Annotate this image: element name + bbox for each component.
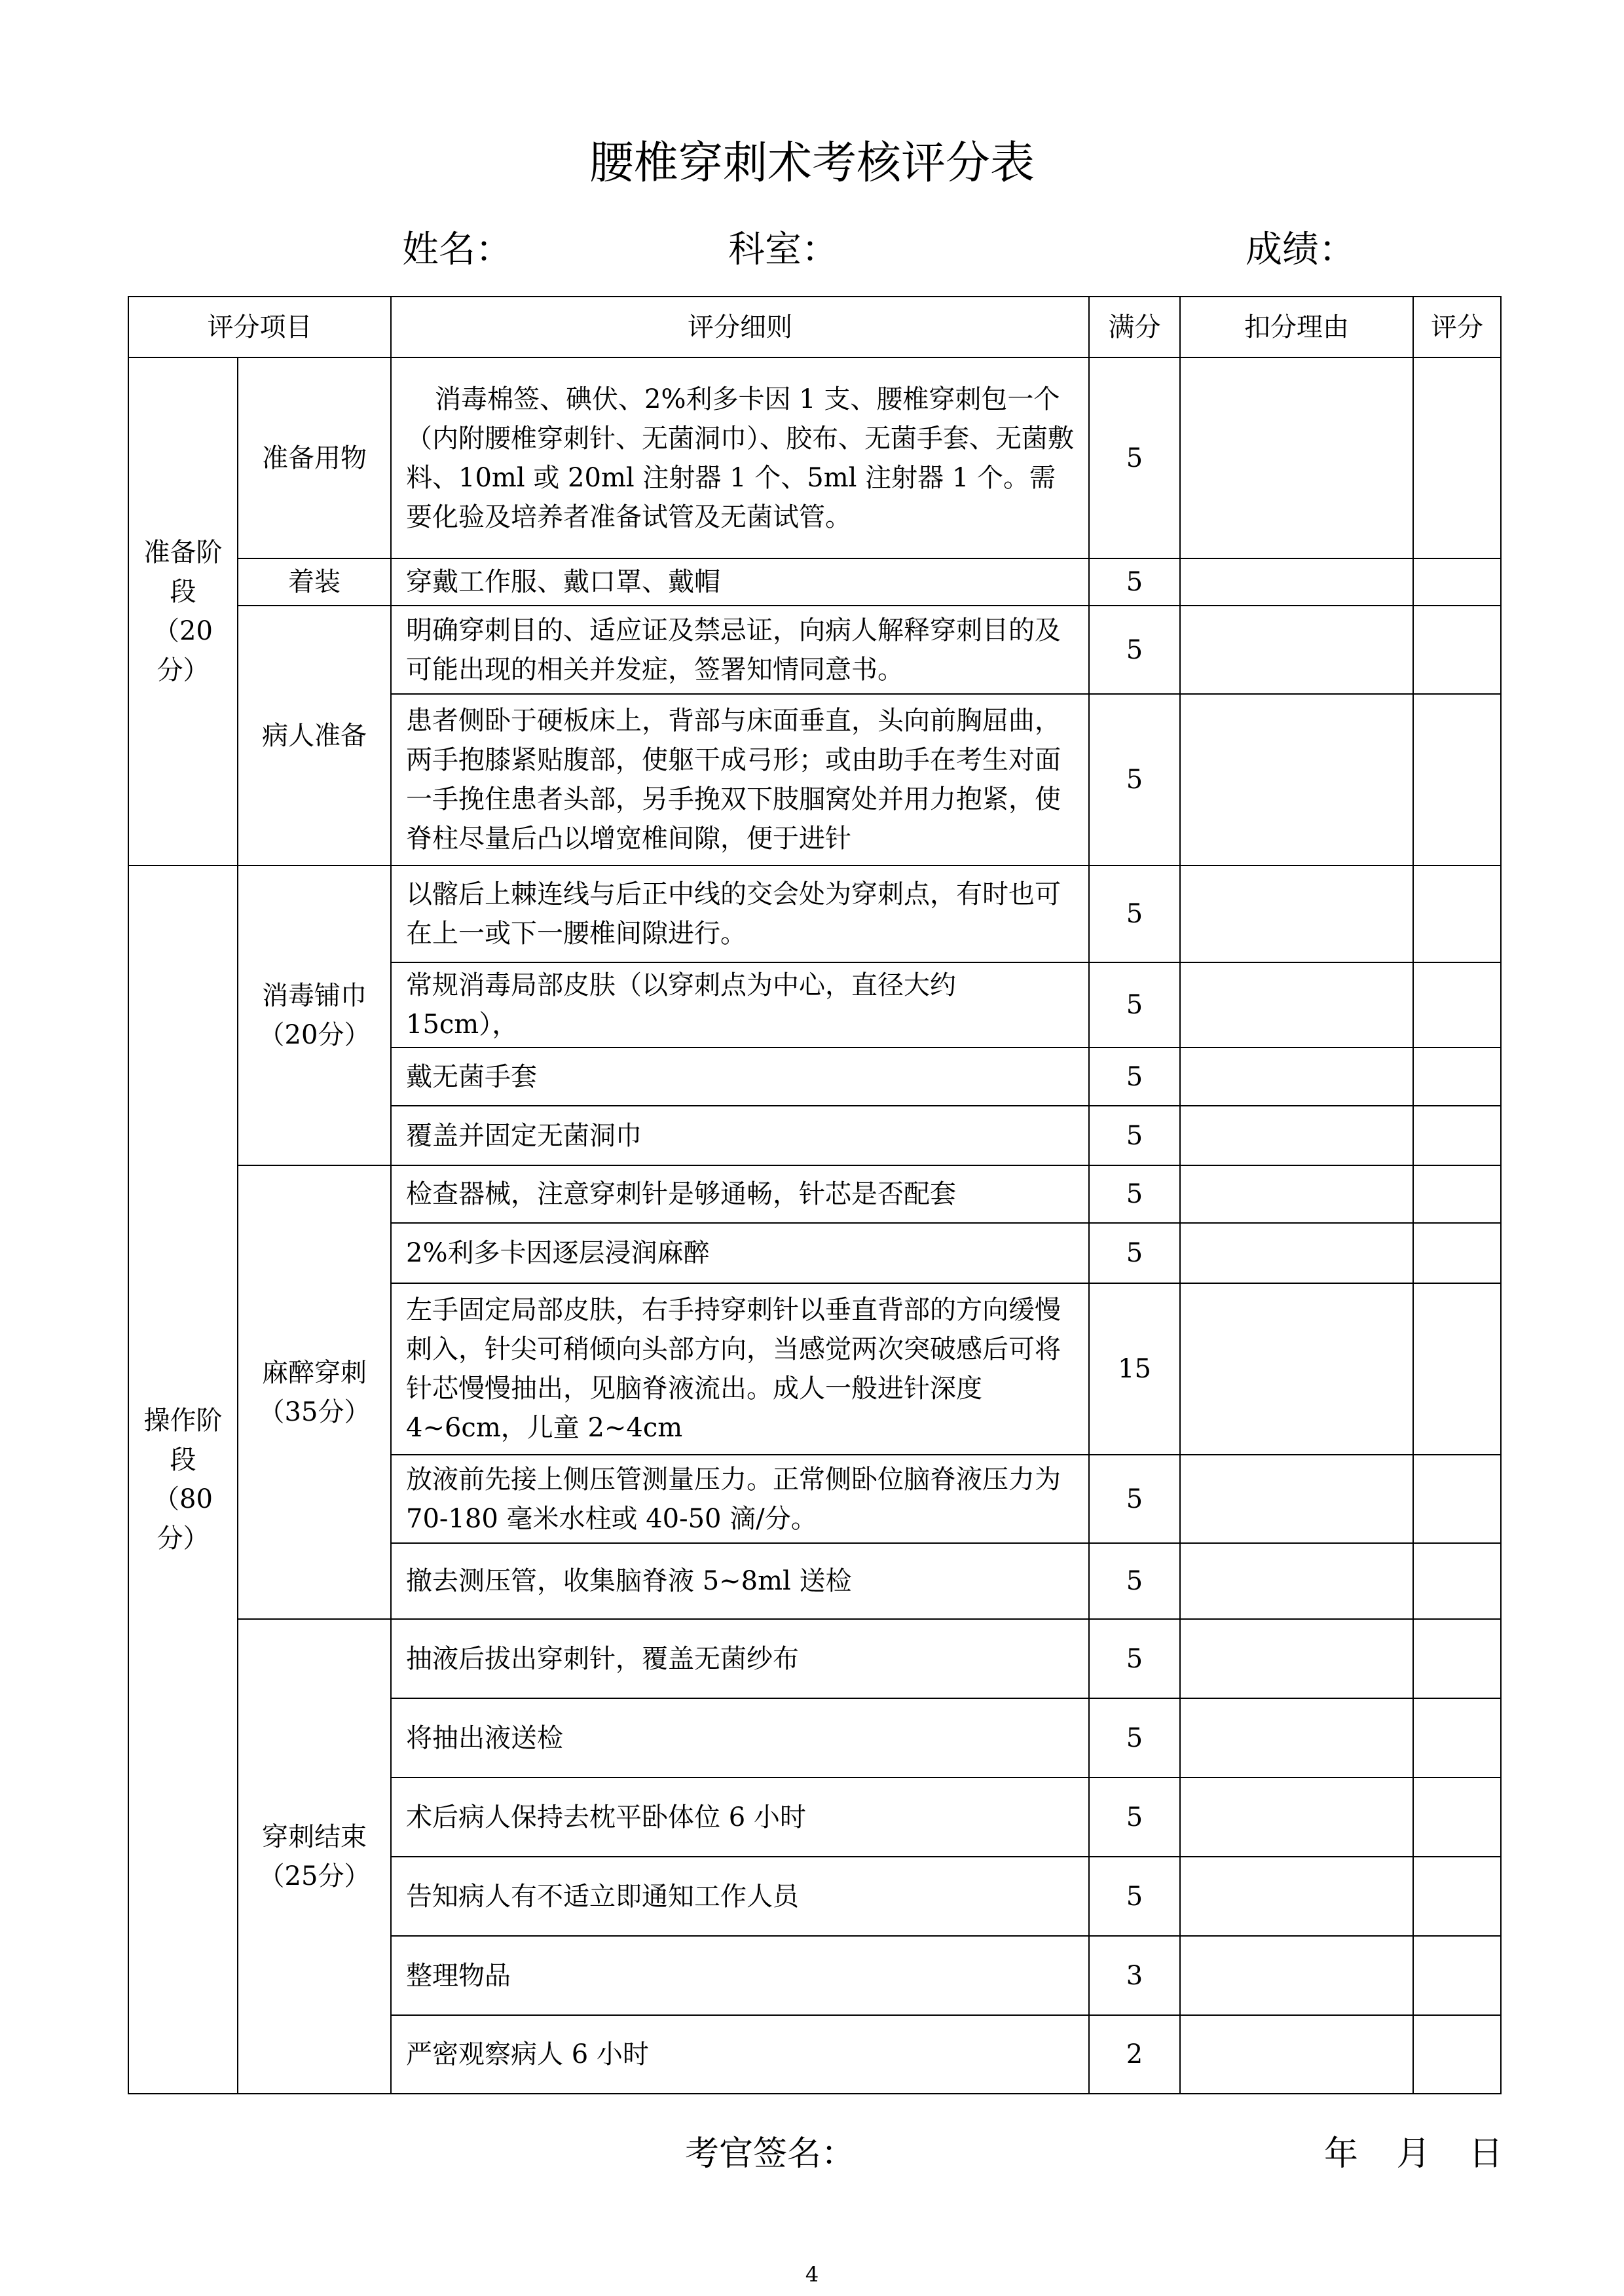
criteria-text: 戴无菌手套 [391,1048,1089,1106]
full-score: 5 [1089,1619,1180,1698]
full-score: 5 [1089,1165,1180,1223]
deduction-reason-cell[interactable] [1180,606,1413,694]
full-score: 5 [1089,1106,1180,1165]
criteria-text: 消毒棉签、碘伏、2%利多卡因 1 支、腰椎穿刺包一个（内附腰椎穿刺针、无菌洞巾）、胶布、无菌手套、无菌敷料、10ml 或 20ml 注射器 1 个、5ml 注射器 1 个。需要化验及培养者准备试管及无菌试管。 [391,357,1089,558]
table-row [128,1619,1501,1698]
table-row [128,866,1501,962]
score-cell[interactable] [1413,866,1501,962]
group-label: 准备用物 [238,357,391,558]
score-cell[interactable] [1413,1223,1501,1283]
score-cell[interactable] [1413,1619,1501,1698]
criteria-text: 患者侧卧于硬板床上，背部与床面垂直，头向前胸屈曲，两手抱膝紧贴腹部，使躯干成弓形；或由助手在考生对面一手挽住患者头部，另手挽双下肢腘窝处并用力抱紧，使脊柱尽量后凸以增宽椎间隙，便于进针 [391,694,1089,866]
full-score: 5 [1089,1048,1180,1106]
group-label: 病人准备 [238,606,391,866]
deduction-reason-cell[interactable] [1180,1857,1413,1936]
name-label: 姓名： [402,228,512,271]
header-score: 评分 [1413,297,1501,357]
full-score: 5 [1089,1223,1180,1283]
table-row [128,558,1501,606]
full-score: 5 [1089,558,1180,606]
group-label: 穿刺结束（25分） [238,1619,391,2094]
deduction-reason-cell[interactable] [1180,1543,1413,1619]
score-cell[interactable] [1413,1857,1501,1936]
criteria-text: 以髂后上棘连线与后正中线的交会处为穿刺点，有时也可在上一或下一腰椎间隙进行。 [391,866,1089,962]
full-score: 5 [1089,1857,1180,1936]
deduction-reason-cell[interactable] [1180,962,1413,1048]
group-label: 消毒铺巾（20分） [238,866,391,1165]
deduction-reason-cell[interactable] [1180,1455,1413,1543]
criteria-text: 将抽出液送检 [391,1698,1089,1777]
scoring-table [128,296,1502,2094]
deduction-reason-cell[interactable] [1180,866,1413,962]
criteria-text: 告知病人有不适立即通知工作人员 [391,1857,1089,1936]
stage-prep-label: 准备阶段（20分） [128,357,238,866]
header-item: 评分项目 [128,297,391,357]
criteria-text: 常规消毒局部皮肤（以穿刺点为中心，直径大约 15cm）， [391,962,1089,1048]
criteria-text: 2%利多卡因逐层浸润麻醉 [391,1223,1089,1283]
table-row [128,606,1501,694]
department-label: 科室： [728,228,838,271]
deduction-reason-cell[interactable] [1180,1698,1413,1777]
deduction-reason-cell[interactable] [1180,1936,1413,2015]
deduction-reason-cell[interactable] [1180,1619,1413,1698]
deduction-reason-cell[interactable] [1180,1223,1413,1283]
header-deduction-reason: 扣分理由 [1180,297,1413,357]
criteria-text: 左手固定局部皮肤，右手持穿刺针以垂直背部的方向缓慢刺入，针尖可稍倾向头部方向，当感觉两次突破感后可将针芯慢慢抽出，见脑脊液流出。成人一般进针深度 4~6cm，儿童 2~4cm [391,1283,1089,1455]
score-cell[interactable] [1413,357,1501,558]
score-cell[interactable] [1413,1936,1501,2015]
full-score: 3 [1089,1936,1180,2015]
group-label: 麻醉穿刺（35分） [238,1165,391,1619]
full-score: 2 [1089,2015,1180,2094]
table-row [128,357,1501,558]
deduction-reason-cell[interactable] [1180,2015,1413,2094]
deduction-reason-cell[interactable] [1180,694,1413,866]
table-row [128,1165,1501,1223]
criteria-text: 整理物品 [391,1936,1089,2015]
criteria-text: 抽液后拔出穿刺针，覆盖无菌纱布 [391,1619,1089,1698]
score-cell[interactable] [1413,1283,1501,1455]
full-score: 5 [1089,962,1180,1048]
full-score: 5 [1089,866,1180,962]
criteria-text: 撤去测压管，收集脑脊液 5~8ml 送检 [391,1543,1089,1619]
full-score: 5 [1089,1543,1180,1619]
deduction-reason-cell[interactable] [1180,1165,1413,1223]
full-score: 5 [1089,694,1180,866]
stage-operation-label: 操作阶段（80分） [128,866,238,2094]
score-cell[interactable] [1413,2015,1501,2094]
score-cell[interactable] [1413,694,1501,866]
score-cell[interactable] [1413,606,1501,694]
score-cell[interactable] [1413,1048,1501,1106]
table-header-row [128,297,1501,357]
criteria-text: 覆盖并固定无菌洞巾 [391,1106,1089,1165]
header-full-score: 满分 [1089,297,1180,357]
full-score: 5 [1089,1455,1180,1543]
full-score: 5 [1089,1777,1180,1857]
date-label: 年 月 日 [1324,2134,1511,2174]
deduction-reason-cell[interactable] [1180,1777,1413,1857]
criteria-text: 严密观察病人 6 小时 [391,2015,1089,2094]
full-score: 5 [1089,1698,1180,1777]
deduction-reason-cell[interactable] [1180,357,1413,558]
deduction-reason-cell[interactable] [1180,1106,1413,1165]
deduction-reason-cell[interactable] [1180,558,1413,606]
score-cell[interactable] [1413,558,1501,606]
score-cell[interactable] [1413,1106,1501,1165]
deduction-reason-cell[interactable] [1180,1048,1413,1106]
full-score: 5 [1089,357,1180,558]
page-title: 腰椎穿刺术考核评分表 [589,137,1035,189]
score-cell[interactable] [1413,1543,1501,1619]
score-cell[interactable] [1413,962,1501,1048]
criteria-text: 检查器械，注意穿刺针是够通畅，针芯是否配套 [391,1165,1089,1223]
score-cell[interactable] [1413,1165,1501,1223]
group-label: 着装 [238,558,391,606]
criteria-text: 穿戴工作服、戴口罩、戴帽 [391,558,1089,606]
criteria-text: 放液前先接上侧压管测量压力。正常侧卧位脑脊液压力为 70-180 毫米水柱或 40-50 滴/分。 [391,1455,1089,1543]
header-criteria: 评分细则 [391,297,1089,357]
score-label: 成绩： [1246,228,1356,271]
page-number: 4 [805,2262,819,2287]
score-cell[interactable] [1413,1455,1501,1543]
full-score: 15 [1089,1283,1180,1455]
deduction-reason-cell[interactable] [1180,1283,1413,1455]
examiner-signature-label: 考官签名： [685,2134,856,2174]
score-cell[interactable] [1413,1698,1501,1777]
score-cell[interactable] [1413,1777,1501,1857]
criteria-text: 术后病人保持去枕平卧体位 6 小时 [391,1777,1089,1857]
full-score: 5 [1089,606,1180,694]
criteria-text: 明确穿刺目的、适应证及禁忌证，向病人解释穿刺目的及可能出现的相关并发症，签署知情同意书。 [391,606,1089,694]
